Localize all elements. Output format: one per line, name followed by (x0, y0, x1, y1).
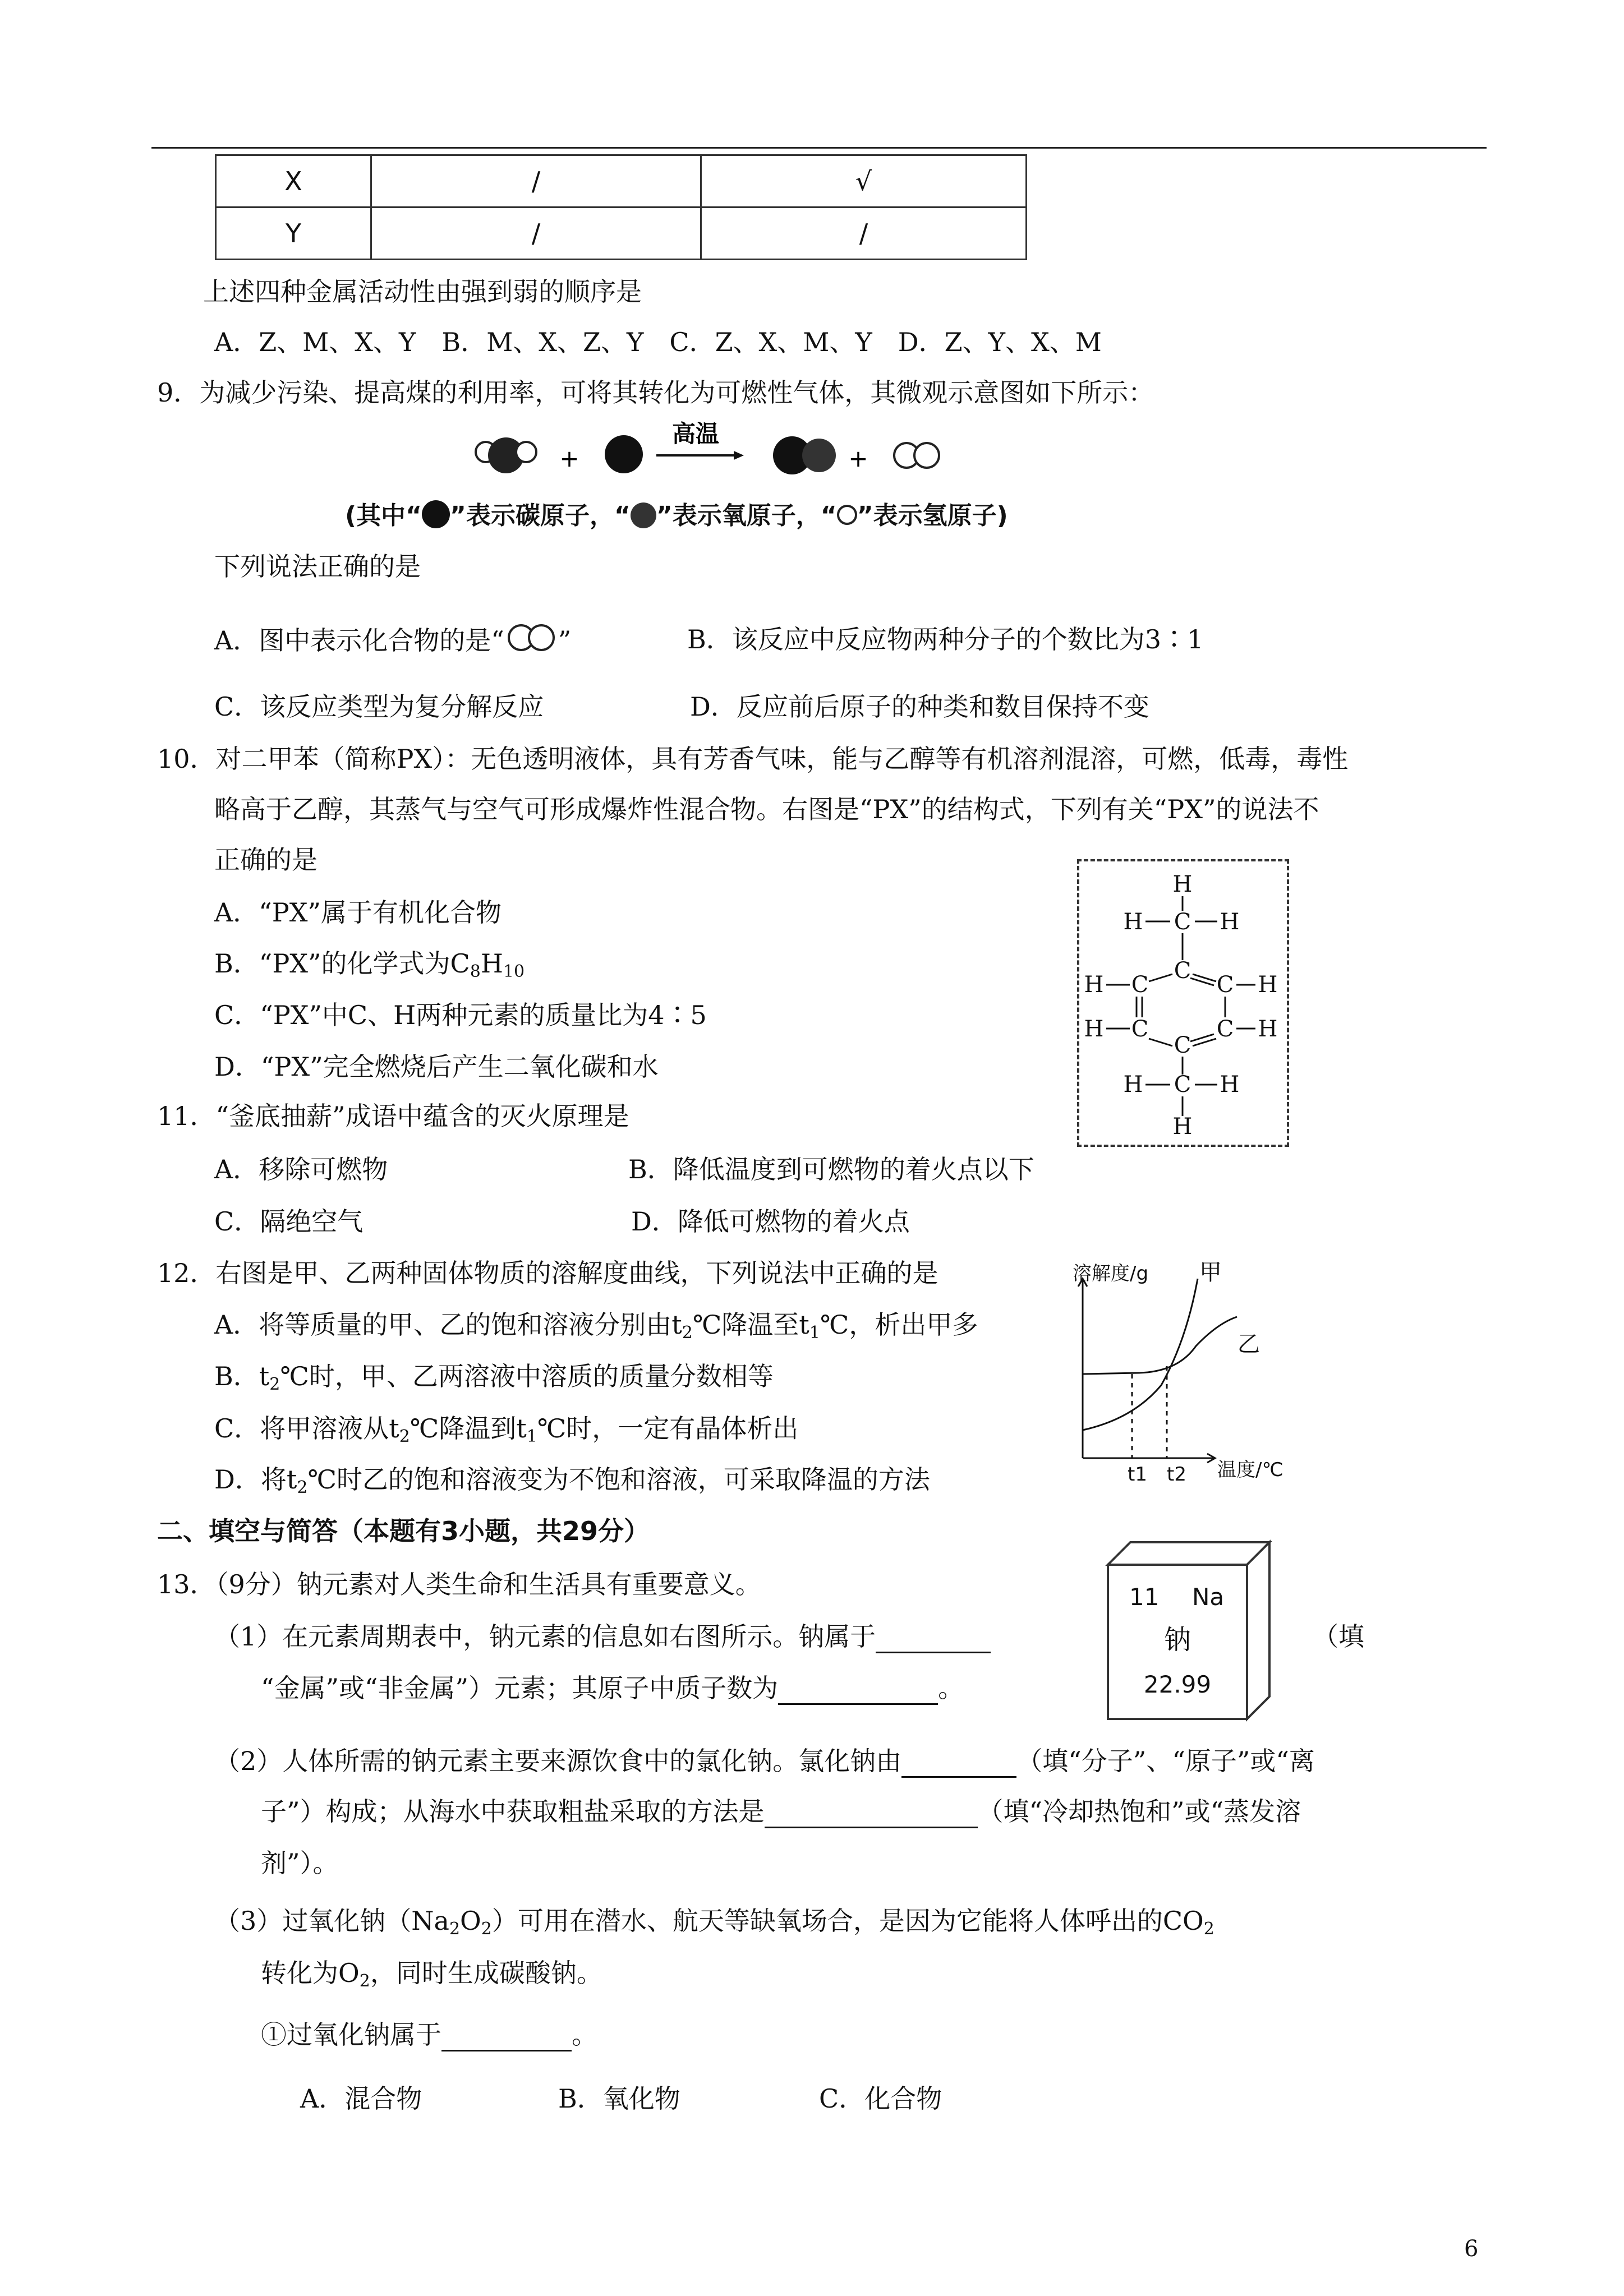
q11-stem: 11．“釜底抽薪”成语中蕴含的灭火原理是 (157, 1101, 629, 1131)
atom-label: H (1258, 972, 1278, 998)
atom-label: C (1216, 1016, 1234, 1042)
atom-label: C (1174, 958, 1191, 984)
q12-option-b: B．$t_2℃$时，甲、乙两溶液中溶质的质量分数相等 (214, 1361, 774, 1394)
carbon-atom-icon (422, 500, 450, 528)
q13-part1-line1: （1）在元素周期表中，钠元素的信息如右图所示。钠属于 (214, 1620, 991, 1653)
q12-option-d: D．将$t_2℃$时乙的饱和溶液变为不饱和溶液，可采取降温的方法 (214, 1464, 930, 1497)
hydrogen-atom-icon (837, 505, 857, 525)
series-label-yi: 乙 (1237, 1331, 1260, 1357)
header-rule (151, 147, 1487, 149)
solubility-chart (1071, 1256, 1307, 1492)
atom-label: C (1216, 972, 1234, 998)
atom-label: C (1131, 972, 1149, 998)
answer-blank[interactable] (901, 1748, 1016, 1778)
table-row (216, 208, 1027, 260)
q9-legend: (其中“ ”表示碳原子，“ ”表示氧原子，“ ”表示氢原子) (345, 501, 1008, 530)
element-symbol: Na (1192, 1583, 1225, 1611)
q11-option-d: D．降低可燃物的着火点 (631, 1206, 910, 1237)
atom-label: H (1220, 1072, 1240, 1098)
q11-option-a: A．移除可燃物 (214, 1154, 388, 1184)
atom-label: C (1131, 1016, 1149, 1042)
x-tick-label-t1: t1 (1128, 1463, 1147, 1486)
table-cell: Y (216, 208, 371, 260)
atom-label: H (1220, 909, 1240, 935)
q13-part2-line3: 剂”）。 (261, 1848, 339, 1878)
q8-options: A．Z、M、X、Y B．M、X、Z、Y C．Z、X、M、Y D．Z、Y、X、M (214, 327, 1102, 357)
q13-part3-option-a: A．混合物 (300, 2083, 422, 2114)
q13-part3-line1: （3）过氧化钠$(Na_2O_2)$可用在潜水、航天等缺氧场合，是因为它能将人体呼出的$CO_2$ (214, 1906, 1214, 1939)
answer-blank[interactable] (778, 1675, 938, 1705)
reaction-diagram (466, 420, 970, 488)
reaction-condition: 高温 (671, 420, 720, 448)
q10-option-d: D．“PX”完全燃烧后产生二氧化碳和水 (214, 1052, 659, 1082)
atom-label: H (1123, 909, 1143, 935)
q10-line2: 略高于乙醇，其蒸气与空气可形成爆炸性混合物。右图是“PX”的结构式，下列有关“PX”的说法不 (214, 794, 1319, 824)
q13-part2-line1: （2）人体所需的钠元素主要来源饮食中的氯化钠。氯化钠由 （填“分子”、“原子”或“离 (214, 1744, 1315, 1778)
atomic-mass: 22.99 (1143, 1671, 1212, 1698)
series-label-jia: 甲 (1199, 1260, 1222, 1285)
answer-blank[interactable] (876, 1624, 991, 1653)
atom-label: H (1123, 1072, 1143, 1098)
plus-sign: + (559, 445, 579, 472)
table-cell: / (371, 155, 701, 208)
table-row (216, 155, 1027, 208)
q10-line3: 正确的是 (214, 845, 318, 875)
q13-part3-question: ①过氧化钠属于 。 (261, 2018, 597, 2051)
q10-option-c: C．“PX”中C、H两种元素的质量比为4∶5 (214, 1000, 707, 1030)
hydrogen-atom-icon (914, 443, 939, 468)
answer-blank[interactable] (441, 2022, 572, 2051)
q13-part3-line2: 转化为$O_2$，同时生成碳酸钠。 (261, 1958, 602, 1991)
x-axis-label: 温度/℃ (1217, 1459, 1283, 1481)
q13-part1-fill: （填 (1313, 1621, 1364, 1652)
series-line-jia (1083, 1279, 1198, 1430)
q9-option-b: B．该反应中反应物两种分子的个数比为3∶1 (687, 624, 1204, 654)
series-line-yi (1083, 1317, 1237, 1374)
q10-line1: 10．对二甲苯（简称PX）：无色透明液体，具有芳香气味，能与乙醇等有机溶剂混溶，可燃，低毒，毒性 (157, 744, 1349, 774)
table-cell: / (701, 208, 1027, 260)
section-heading: 二、填空与简答（本题有3小题，共29分） (157, 1516, 650, 1546)
q12-stem: 12．右图是甲、乙两种固体物质的溶解度曲线，下列说法中正确的是 (157, 1258, 938, 1288)
q13-part2-line2: 子”）构成；从海水中获取粗盐采取的方法是 （填“冷却热饱和”或“蒸发溶 (261, 1795, 1301, 1828)
table-cell: X (216, 155, 371, 208)
metal-table (215, 154, 1027, 260)
hydrogen-molecule-icon (504, 623, 558, 653)
px-structural-formula (1077, 859, 1289, 1147)
page-number: 6 (1464, 2236, 1479, 2262)
atom-label: C (1174, 1072, 1191, 1098)
arrow-head-icon (734, 451, 744, 460)
oxygen-atom-icon (802, 439, 836, 472)
hydrogen-atom-icon (516, 442, 536, 462)
q9-ask: 下列说法正确的是 (214, 551, 421, 582)
atomic-number: 11 (1129, 1583, 1160, 1611)
q8-stem: 上述四种金属活动性由强到弱的顺序是 (203, 276, 642, 307)
element-name: 钠 (1163, 1624, 1191, 1656)
table-cell: √ (701, 155, 1027, 208)
atom-label: H (1172, 1114, 1193, 1140)
q10-option-b: B．“PX”的化学式为$C_8H_{10}$ (214, 948, 525, 981)
q11-option-c: C．隔绝空气 (214, 1206, 364, 1237)
q12-option-c: C．将甲溶液从$t_2℃$降温到$t_1℃$时，一定有晶体析出 (214, 1413, 799, 1446)
q9-stem: 9．为减少污染、提高煤的利用率，可将其转化为可燃性气体，其微观示意图如下所示： (157, 377, 1154, 408)
answer-blank[interactable] (765, 1799, 978, 1828)
atom-label: H (1172, 872, 1193, 897)
y-axis-label: 溶解度/g (1073, 1262, 1149, 1285)
atom-label: C (1174, 1032, 1191, 1058)
q11-option-b: B．降低温度到可燃物的着火点以下 (628, 1154, 1034, 1184)
q9-option-d: D．反应前后原子的种类和数目保持不变 (690, 691, 1149, 722)
atom-label: H (1084, 972, 1104, 998)
q13-stem: 13．（9分）钠元素对人类生命和生活具有重要意义。 (157, 1569, 761, 1599)
x-tick-label-t2: t2 (1167, 1463, 1186, 1486)
atom-label: H (1084, 1016, 1104, 1042)
q9-option-c: C．该反应类型为复分解反应 (214, 691, 544, 722)
q13-part3-option-b: B．氧化物 (558, 2083, 680, 2114)
periodic-cell-box (1108, 1542, 1276, 1722)
q13-part1-line2: “金属”或“非金属”）元素；其原子中质子数为 。 (261, 1671, 964, 1705)
table-cell: / (371, 208, 701, 260)
carbon-atom-icon (605, 435, 643, 473)
q9-option-a: A．图中表示化合物的是“ ” (214, 623, 571, 657)
plus-sign: + (848, 445, 868, 472)
atom-label: H (1258, 1016, 1278, 1042)
q12-option-a: A．将等质量的甲、乙的饱和溶液分别由$t_2℃$降温至$t_1℃$，析出甲多 (214, 1310, 978, 1343)
q13-part3-option-c: C．化合物 (819, 2083, 942, 2114)
oxygen-atom-icon (631, 502, 656, 528)
atom-label: C (1174, 909, 1191, 935)
q10-option-a: A．“PX”属于有机化合物 (214, 897, 502, 928)
